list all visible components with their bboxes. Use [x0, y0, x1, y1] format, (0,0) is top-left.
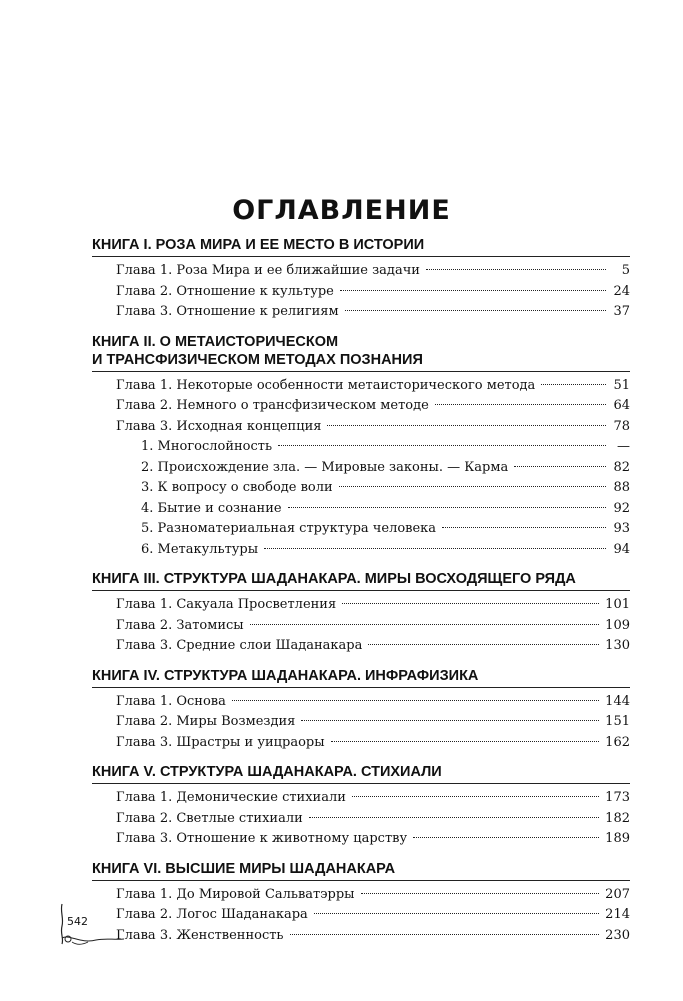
chapter-entry[interactable] — [92, 809, 630, 830]
dot-leader — [314, 913, 599, 914]
section-entry[interactable] — [92, 519, 630, 540]
dot-leader — [352, 796, 599, 797]
entry-page-number: 93 — [613, 521, 630, 536]
dot-leader — [345, 310, 606, 311]
entry-label: Глава 1. Роза Мира и ее ближайшие задачи — [116, 263, 420, 278]
dot-leader — [340, 290, 606, 291]
book-title — [92, 667, 630, 688]
dot-leader — [435, 404, 606, 405]
section-entry[interactable] — [92, 458, 630, 479]
book-section — [92, 860, 630, 947]
dot-leader — [331, 741, 600, 742]
entry-label: 3. К вопросу о свободе воли — [141, 480, 333, 495]
dot-leader — [327, 425, 606, 426]
entry-page-number: 64 — [613, 398, 630, 413]
book-title-line: КНИГА IV. СТРУКТУРА ШАДАНАКАРА. ИНФРАФИЗИКА — [92, 667, 479, 684]
entry-page-number: 82 — [613, 459, 630, 475]
page-footer — [50, 900, 130, 950]
entry-page-number: 214 — [605, 907, 630, 922]
book-title-line: КНИГА III. СТРУКТУРА ШАДАНАКАРА. МИРЫ ВОСХОДЯЩЕГО РЯДА — [92, 571, 576, 587]
entry-label: Глава 3. Отношение к религиям — [116, 304, 339, 319]
chapter-entry[interactable] — [92, 712, 630, 733]
book-section — [92, 667, 630, 754]
chapter-entry[interactable] — [92, 829, 630, 850]
dot-leader — [232, 700, 599, 701]
dot-leader — [368, 644, 599, 645]
book-section — [92, 570, 630, 657]
entry-page-number: 37 — [613, 304, 630, 319]
chapter-entry[interactable] — [92, 885, 630, 906]
dot-leader — [288, 507, 606, 508]
section-entry[interactable] — [92, 540, 630, 561]
chapter-entry[interactable] — [92, 261, 630, 282]
chapter-entry[interactable] — [92, 417, 630, 438]
dot-leader — [301, 720, 599, 721]
chapter-entry[interactable] — [92, 636, 630, 657]
chapter-entry[interactable] — [92, 396, 630, 417]
entry-page-number: 182 — [605, 810, 630, 826]
entry-label: Глава 2. Отношение к культуре — [116, 283, 334, 299]
entry-page-number: 5 — [621, 263, 630, 278]
entry-label: Глава 1. До Мировой Сальватэрры — [116, 886, 355, 902]
book-title-line: КНИГА II. О МЕТАИСТОРИЧЕСКОМ — [92, 333, 339, 350]
entry-page-number: 151 — [605, 714, 630, 729]
dot-leader — [514, 466, 606, 467]
page-number: 542 — [67, 915, 88, 928]
entry-label: 6. Метакультуры — [141, 541, 259, 557]
entry-label: Глава 3. Отношение к животному царству — [116, 831, 408, 846]
chapter-entry[interactable] — [92, 376, 630, 397]
entry-label: 2. Происхождение зла. — Мировые законы. — Карма — [141, 459, 509, 475]
entry-page-number: 78 — [613, 418, 630, 434]
section-entry[interactable] — [92, 437, 630, 458]
chapter-entry[interactable] — [92, 595, 630, 616]
table-of-contents — [92, 236, 630, 956]
ornament-icon — [50, 900, 130, 950]
chapter-entry[interactable] — [92, 282, 630, 303]
entry-page-number: 92 — [613, 500, 630, 516]
dot-leader — [339, 486, 606, 487]
section-entry[interactable] — [92, 478, 630, 499]
entry-page-number: 94 — [613, 541, 630, 557]
entry-page-number: 173 — [605, 790, 630, 805]
entry-label: Глава 2. Затомисы — [116, 617, 244, 633]
entry-label: 5. Разноматериальная структура человека — [141, 521, 437, 536]
chapter-entry[interactable] — [92, 302, 630, 323]
book-title-line: КНИГА VI. ВЫСШИЕ МИРЫ ШАДАНАКАРА — [92, 860, 396, 877]
entry-label: Глава 3. Исходная концепция — [116, 418, 322, 434]
book-title — [92, 860, 630, 881]
entry-label: Глава 2. Миры Возмездия — [116, 714, 296, 729]
book-section — [92, 333, 630, 561]
entry-page-number: 144 — [605, 693, 630, 709]
entry-page-number: 230 — [605, 927, 630, 943]
entry-label: Глава 3. Шрастры и уицраоры — [116, 734, 325, 750]
dot-leader — [342, 603, 599, 604]
entry-label: Глава 3. Женственность — [116, 927, 284, 943]
book-title — [92, 333, 630, 372]
entry-label: Глава 1. Демонические стихиали — [116, 790, 346, 805]
dot-leader — [309, 817, 599, 818]
entry-label: 4. Бытие и сознание — [141, 500, 282, 516]
dot-leader — [361, 893, 600, 894]
entry-page-number: 24 — [613, 283, 630, 299]
chapter-entry[interactable] — [92, 926, 630, 947]
entry-label: Глава 2. Логос Шаданакара — [116, 907, 308, 922]
entry-page-number: — — [617, 439, 630, 454]
entry-label: 1. Многослойность — [141, 439, 273, 454]
chapter-entry[interactable] — [92, 616, 630, 637]
entry-label: Глава 1. Некоторые особенности метаисторического метода — [116, 377, 536, 393]
entry-page-number: 162 — [605, 734, 630, 750]
entry-page-number: 51 — [613, 377, 630, 393]
book-title-line: КНИГА V. СТРУКТУРА ШАДАНАКАРА. СТИХИАЛИ — [92, 764, 442, 780]
entry-page-number: 130 — [605, 638, 630, 653]
chapter-entry[interactable] — [92, 733, 630, 754]
book-title — [92, 570, 630, 591]
dot-leader — [250, 624, 600, 625]
page-title: ОГЛАВЛЕНИЕ — [232, 195, 451, 226]
dot-leader — [413, 837, 599, 838]
book-title-line: И ТРАНСФИЗИЧЕСКОМ МЕТОДАХ ПОЗНАНИЯ — [92, 351, 423, 368]
entry-label: Глава 2. Светлые стихиали — [116, 810, 303, 826]
entry-label: Глава 1. Основа — [116, 693, 226, 709]
book-section — [92, 236, 630, 323]
entry-label: Глава 3. Средние слои Шаданакара — [116, 638, 363, 653]
entry-label: Глава 2. Немного о трансфизическом методе — [116, 398, 429, 413]
book-section — [92, 763, 630, 850]
dot-leader — [290, 934, 600, 935]
entry-page-number: 189 — [605, 831, 630, 846]
entry-page-number: 207 — [605, 886, 630, 902]
dot-leader — [426, 269, 606, 270]
entry-label: Глава 1. Сакуала Просветления — [116, 597, 337, 612]
section-entry[interactable] — [92, 499, 630, 520]
entry-page-number: 109 — [605, 617, 630, 633]
chapter-entry[interactable] — [92, 788, 630, 809]
dot-leader — [278, 445, 606, 446]
book-title-line: КНИГА I. РОЗА МИРА И ЕЕ МЕСТО В ИСТОРИИ — [92, 237, 425, 253]
dot-leader — [541, 384, 606, 385]
entry-page-number: 88 — [613, 480, 630, 495]
chapter-entry[interactable] — [92, 905, 630, 926]
entry-page-number: 101 — [605, 597, 630, 612]
dot-leader — [264, 548, 606, 549]
dot-leader — [442, 527, 606, 528]
book-title — [92, 236, 630, 257]
book-title — [92, 763, 630, 784]
chapter-entry[interactable] — [92, 692, 630, 713]
